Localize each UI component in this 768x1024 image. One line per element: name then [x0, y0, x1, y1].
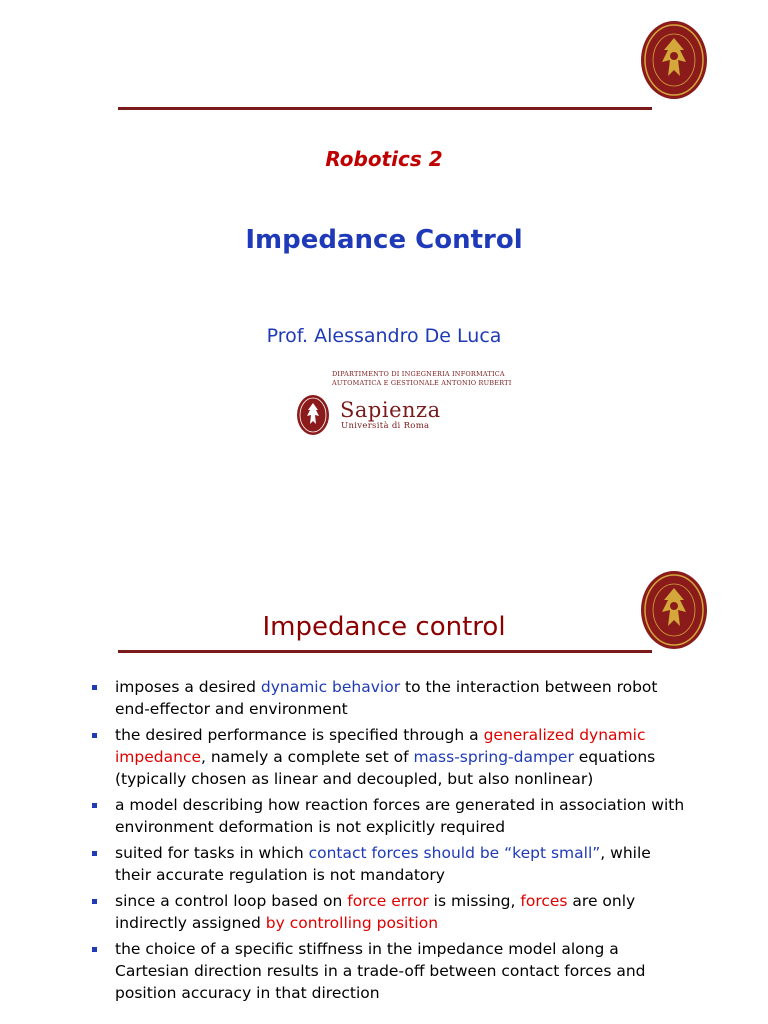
bullet-text: are only indirectly assigned	[115, 892, 636, 932]
bullet-text: the desired performance is specified through a	[115, 726, 484, 744]
highlighted-text: mass-spring-damper	[413, 748, 574, 766]
bullet-text: is missing,	[428, 892, 521, 910]
department-name	[332, 370, 512, 388]
square-bullet-icon	[92, 803, 97, 808]
highlighted-text: dynamic behavior	[260, 678, 401, 696]
bullet-list	[90, 676, 690, 1008]
square-bullet-icon	[92, 947, 97, 952]
sapienza-logo-seal-icon	[296, 394, 330, 436]
highlighted-text: force error	[347, 892, 429, 910]
course-name: Robotics 2	[325, 147, 443, 171]
bullet-text: suited for tasks in which	[115, 844, 309, 862]
square-bullet-icon	[92, 733, 97, 738]
bullet-text: a model describing how reaction forces are generated in association with environment deformation is not explicitly required	[115, 796, 685, 836]
highlighted-text: forces	[520, 892, 568, 910]
highlighted-text: generalized dynamic impedance	[115, 726, 646, 766]
content-slide	[0, 512, 768, 1024]
highlighted-text: contact forces should be “kept small”	[308, 844, 601, 862]
square-bullet-icon	[92, 851, 97, 856]
sapienza-seal-icon	[640, 20, 708, 100]
bullet-text: , while their accurate regulation is not mandatory	[115, 844, 651, 884]
presentation-title: Impedance Control	[245, 225, 523, 255]
bullet-text: since a control loop based on	[115, 892, 348, 910]
bullet-text: equations (typically chosen as linear and decoupled, but also nonlinear)	[115, 748, 656, 788]
square-bullet-icon	[92, 685, 97, 690]
bullet-item	[90, 794, 690, 838]
bullet-text: the choice of a specific stiffness in the impedance model along a Cartesian direction results in a trade-off between contact forces and position accuracy in that direction	[115, 940, 646, 1002]
bullet-item	[90, 842, 690, 886]
department-line-1: DIPARTIMENTO DI INGEGNERIA INFORMATICA	[332, 370, 505, 378]
header-rule	[118, 107, 652, 110]
bullet-text: , namely a complete set of	[201, 748, 414, 766]
bullet-text: imposes a desired	[115, 678, 261, 696]
bullet-item	[90, 938, 690, 1004]
bullet-text: to the interaction between robot end-effector and environment	[115, 678, 658, 718]
bullet-item	[90, 724, 690, 790]
bullet-item	[90, 676, 690, 720]
author-name: Prof. Alessandro De Luca	[266, 325, 502, 347]
department-line-2: AUTOMATICA E GESTIONALE ANTONIO RUBERTI	[332, 379, 512, 387]
square-bullet-icon	[92, 899, 97, 904]
university-subtitle: Università di Roma	[341, 421, 430, 431]
university-name: Sapienza	[340, 398, 441, 422]
slide-title: Impedance control	[262, 612, 506, 642]
title-rule	[118, 650, 652, 653]
highlighted-text: by controlling position	[265, 914, 439, 932]
bullet-item	[90, 890, 690, 934]
